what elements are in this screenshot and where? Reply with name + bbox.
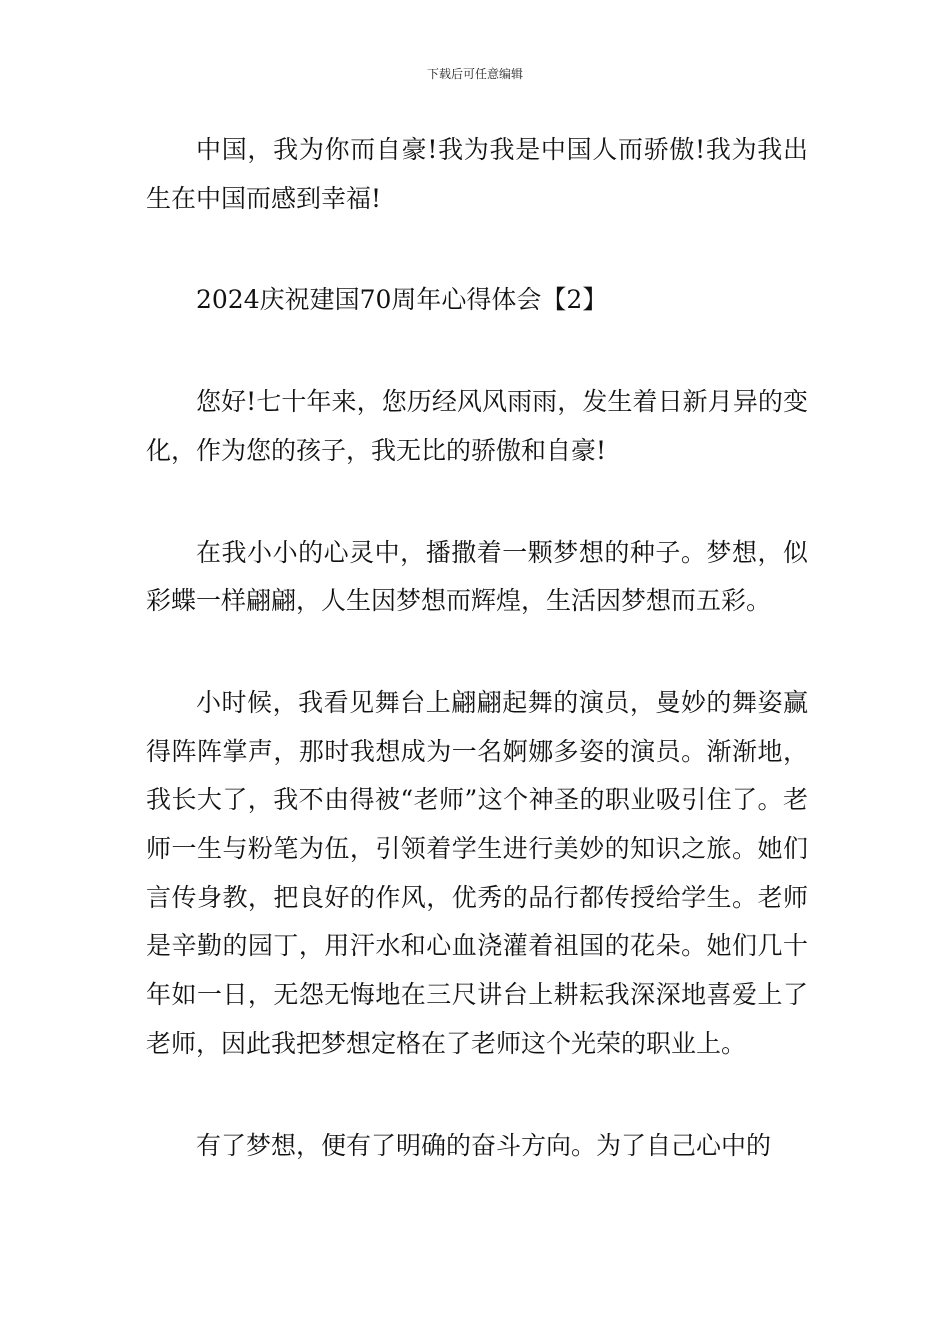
paragraph-5: 有了梦想，便有了明确的奋斗方向。为了自己心中的 [196, 1130, 772, 1160]
page-header: 下载后可任意编辑 [426, 67, 523, 81]
paragraph-4: 小时候，我看见舞台上翩翩起舞的演员，曼妙的舞姿赢得阵阵掌声，那时我想成为一名婀娜多姿的演员。渐渐地，我长大了，我不由得被“老师”这个神圣的职业吸引住了。老师一生与粉笔为伍，引领着学生进行美妙的知识之旅。她们言传身教，把良好的作风，优秀的品行都传授给学生。老师是辛勤的园丁，用汗水和心血浇灌着祖国的花朵。她们几十年如一日，无怨无悔地在三尺讲台上耕耘我深深地喜爱上了老师，因此我把梦想定格在了老师这个光荣的职业上。 [146, 687, 808, 1058]
paragraph-1: 中国，我为你而自豪!我为我是中国人而骄傲!我为我出生在中国而感到幸福! [146, 135, 808, 213]
document-body [146, 126, 808, 1170]
paragraph-2: 您好!七十年来，您历经风风雨雨，发生着日新月异的变化，作为您的孩子，我无比的骄傲和自豪! [146, 387, 808, 465]
paragraph-3: 在我小小的心灵中，播撒着一颗梦想的种子。梦想，似彩蝶一样翩翩，人生因梦想而辉煌，生活因梦想而五彩。 [146, 537, 808, 616]
section-heading: 2024庆祝建国70周年心得体会【2】 [196, 285, 608, 315]
